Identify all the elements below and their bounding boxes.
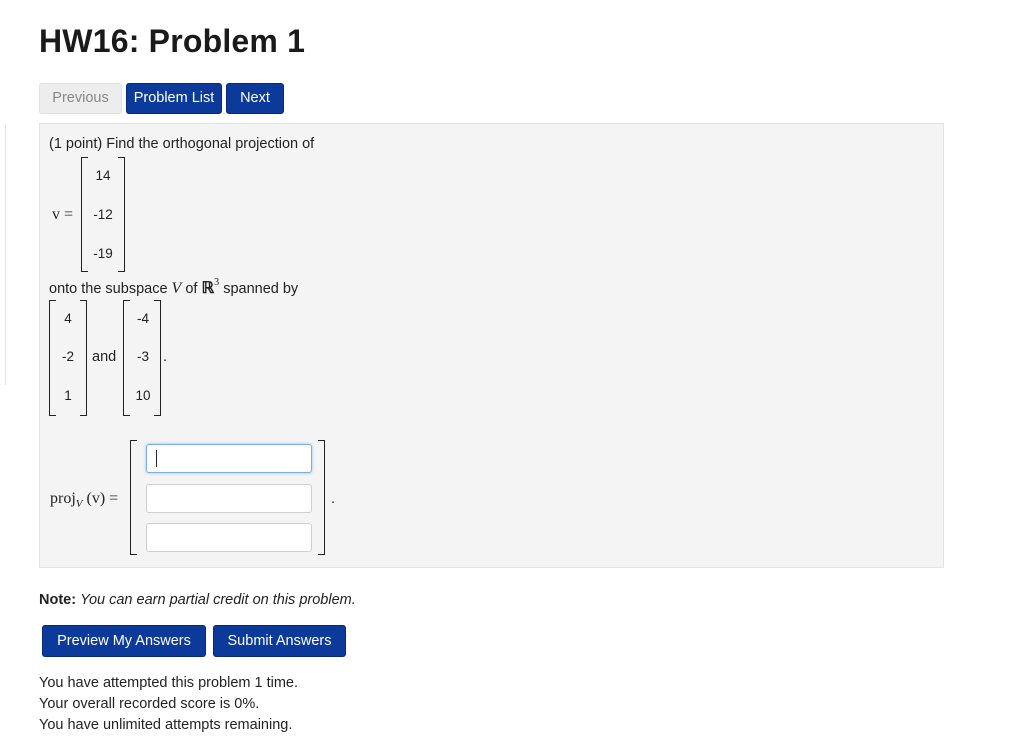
previous-button[interactable]: Previous	[39, 83, 122, 114]
answer-right-bracket	[318, 440, 325, 555]
of-text: of	[185, 281, 198, 297]
real-space-symbol: ℝ	[201, 280, 215, 297]
submit-answers-button[interactable]: Submit Answers	[213, 625, 346, 657]
problem-navigation	[39, 83, 284, 114]
vector-u2-entry: -4	[136, 311, 149, 326]
proj-argument: (v) =	[86, 490, 119, 507]
note	[39, 592, 356, 608]
answer-period: .	[331, 491, 336, 507]
spanned-by-text: spanned by	[223, 281, 299, 297]
note-text: You can earn partial credit on this problem.	[80, 592, 356, 608]
period: .	[163, 349, 168, 365]
subspace-sentence	[49, 278, 298, 298]
answer-input-2[interactable]	[146, 484, 312, 513]
answer-input-3[interactable]	[146, 523, 312, 552]
projection-label	[50, 490, 118, 510]
real-space-exponent: 3	[214, 277, 220, 289]
side-panel-edge	[0, 125, 6, 385]
page-title: HW16: Problem 1	[39, 23, 306, 59]
vector-u1-entry: 1	[64, 388, 72, 403]
and-text: and	[92, 349, 117, 365]
problem-intro: (1 point) Find the orthogonal projection of	[49, 136, 315, 152]
answer-left-bracket	[130, 440, 137, 555]
proj-subscript: V	[75, 498, 83, 511]
vector-v-entry: -12	[93, 207, 113, 222]
vector-u2-entry: -3	[136, 349, 149, 364]
problem-body	[39, 123, 944, 568]
preview-answers-button[interactable]: Preview My Answers	[42, 625, 206, 657]
subspace-symbol: V	[171, 280, 182, 297]
next-button[interactable]: Next	[226, 83, 284, 114]
vector-u1-entry: -2	[61, 349, 74, 364]
answer-actions	[42, 625, 346, 657]
vector-u1-entry: 4	[64, 311, 72, 326]
onto-text: onto the subspace	[49, 281, 168, 297]
vector-v-entry: -19	[93, 246, 113, 261]
proj-text: proj	[50, 490, 76, 507]
vector-v-label: v =	[52, 206, 74, 223]
note-label: Note:	[39, 592, 77, 608]
problem-list-button[interactable]: Problem List	[126, 83, 222, 114]
attempts-text: You have attempted this problem 1 time.	[39, 675, 299, 691]
vector-v-entry: 14	[95, 168, 111, 183]
vector-u2-entry: 10	[135, 388, 151, 403]
answer-input-1[interactable]	[146, 444, 312, 473]
score-text: Your overall recorded score is 0%.	[39, 696, 260, 712]
remaining-text: You have unlimited attempts remaining.	[39, 717, 293, 733]
attempt-status	[39, 673, 298, 736]
text-cursor	[156, 450, 157, 467]
